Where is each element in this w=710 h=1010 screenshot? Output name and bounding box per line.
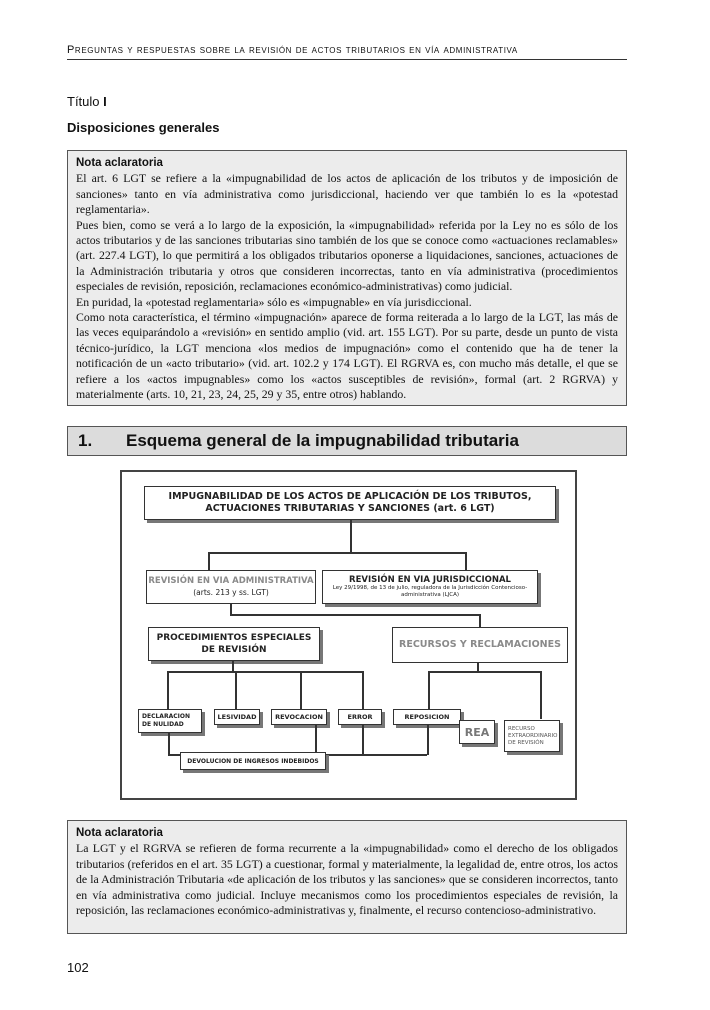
- running-header: Preguntas y respuestas sobre la revisión de actos tributarios en vía administrativa: [67, 44, 627, 60]
- nota-title: Nota aclaratoria: [76, 157, 163, 169]
- section-heading: [67, 426, 627, 456]
- nota-aclaratoria-2: [67, 820, 627, 934]
- rea-box: REA: [459, 720, 495, 744]
- nota-paragraph: En puridad, la «potestad reglamentaria» sólo es «impugnable» en vía jurisdiccional.: [76, 294, 472, 309]
- diagram-top-box: IMPUGNABILIDAD DE LOS ACTOS DE APLICACIÓN DE LOS TRIBUTOS, ACTUACIONES TRIBUTARIAS Y SANCIONES (art. 6 LGT): [144, 486, 556, 520]
- admin-sub: (arts. 213 y ss. LGT): [193, 588, 269, 597]
- error-box: ERROR: [338, 709, 382, 725]
- devolucion-box: DEVOLUCION DE INGRESOS INDEBIDOS: [180, 752, 326, 770]
- lesividad-box: LESIVIDAD: [214, 709, 260, 725]
- procedimientos-box: PROCEDIMIENTOS ESPECIALES DE REVISIÓN: [148, 627, 320, 661]
- nota-paragraph: Como nota característica, el término «impugnación» aparece de forma reiterada a lo largo de la LGT, las más de las veces equiparándolo a «revisión» en sentido amplio (vid. art. 155 LGT). Por su parte, desde un punto de vista técnico-jurídico, la LGT menciona «los medios de impugnación» como el contenido que ha de tener la notificación de un «acto tributario» (vid. art. 102.2 y 174 LGT). El RGRVA es, con mucho más detalle, el que se refiere a los «actos impugnables» como los «actos susceptibles de revisión», formal (art. 2 RGRVA) y materialmente (arts. 10, 21, 23, 24, 25, 29 y 35, entre otros) hablando.: [76, 310, 618, 402]
- reposicion-box: REPOSICION: [393, 709, 461, 725]
- section-number: 1.: [78, 431, 93, 450]
- subtitulo: Disposiciones generales: [67, 120, 220, 135]
- extraordinario-box: RECURSO EXTRAORDINARIO DE REVISIÓN: [504, 720, 560, 752]
- diagram: [120, 470, 577, 800]
- recursos-label: RECURSOS Y RECLAMACIONES: [399, 639, 561, 650]
- jurisdiccional-box: [322, 570, 538, 604]
- revocacion-box: REVOCACION: [271, 709, 327, 725]
- jur-title: REVISIÓN EN VIA JURISDICCIONAL: [349, 575, 511, 585]
- nulidad-box: DECLARACION DE NULIDAD: [138, 709, 202, 733]
- recursos-box: [392, 627, 568, 663]
- titulo-label: Título I: [67, 94, 107, 109]
- section-title: Esquema general de la impugnabilidad tributaria: [126, 431, 519, 450]
- nota-title: Nota aclaratoria: [76, 827, 163, 839]
- nota-paragraph: El art. 6 LGT se refiere a la «impugnabilidad de los actos de aplicación de los tributos y de imposición de sanciones» tanto en vía administrativa como jurisdiccional, haciendo ver que también lo es la «potestad reglamentaria».: [76, 171, 618, 217]
- nota-paragraph: Pues bien, como se verá a lo largo de la exposición, la «impugnabilidad» referida por la Ley no es sólo de los actos tributarios y de las sanciones tributarias sino también de los que se conoce como «actuaciones reclamables» (art. 227.4 LGT), lo que permitirá a los obligados tributarios oponerse a liquidaciones, sanciones, actuaciones de la Administración tributaria y otros que consideren incorrectas, tanto en vía administrativa (procedimientos especiales de revisión, reposición, reclamaciones económico-administrativas) como judicial.: [76, 217, 618, 294]
- page-number: 102: [67, 960, 89, 975]
- nota-paragraph: La LGT y el RGRVA se refieren de forma recurrente a la «impugnabilidad» como el derecho de los obligados tributarios (referidos en el art. 35 LGT) a cuestionar, formal y materialmente, la legalidad de, entre otros, los actos de la Administración Tributaria «de aplicación de los tributos y las sanciones» que se consideren incorrectos, tanto en vía administrativa como judicial. Incluye mecanismos como los procedimientos especiales de revisión, la reposición, las reclamaciones económico-administrativas y, finalmente, el recurso contencioso-administrativo.: [76, 841, 618, 918]
- admin-title: REVISIÓN EN VIA ADMINISTRATIVA: [148, 576, 314, 586]
- nota-aclaratoria-1: [67, 150, 627, 406]
- jur-sub: Ley 29/1998, de 13 de julio, reguladora de la Jurisdicción Contencioso-administrativa (LJCA): [332, 585, 528, 598]
- admin-box: [146, 570, 316, 604]
